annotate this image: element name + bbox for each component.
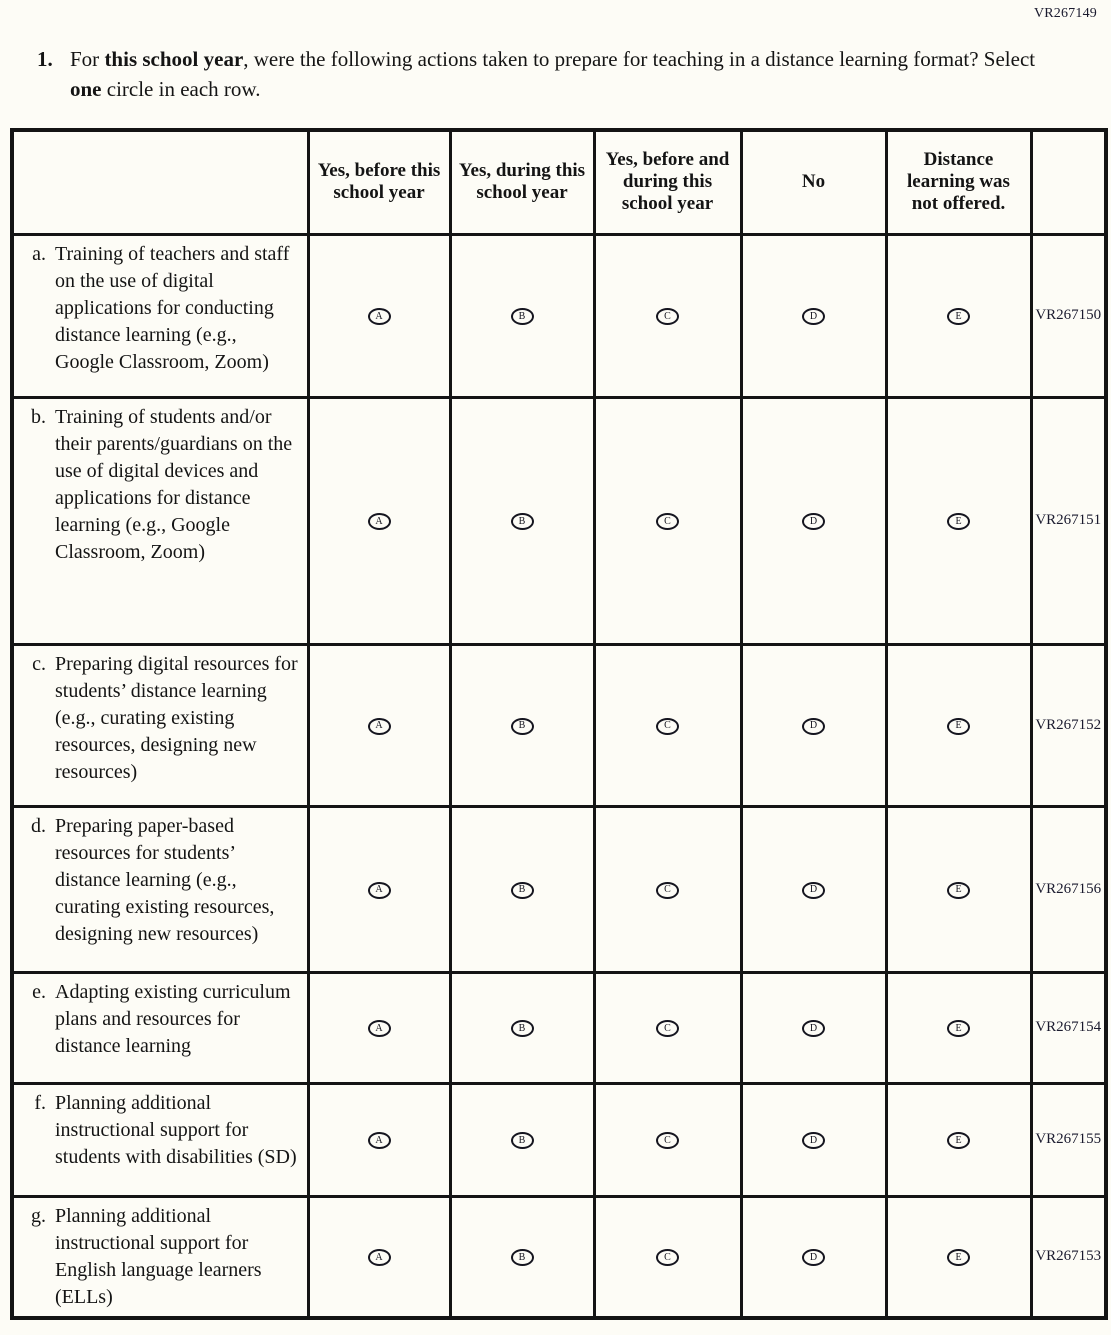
row-g-option-d-cell bbox=[741, 1196, 886, 1318]
row-b-option-d-cell bbox=[741, 397, 886, 644]
row-f-option-c-bubble[interactable]: C bbox=[656, 1132, 679, 1149]
row-g-letter: g. bbox=[31, 1204, 46, 1227]
row-a-option-b-cell bbox=[450, 234, 594, 397]
row-f-option-c-cell bbox=[594, 1083, 741, 1196]
row-b-vr-code: VR267151 bbox=[1031, 397, 1106, 644]
header-col-yes-during: Yes, during this school year bbox=[450, 130, 594, 234]
row-g-option-b-cell bbox=[450, 1196, 594, 1318]
row-a-option-e-cell bbox=[886, 234, 1031, 397]
row-g-option-a-bubble[interactable]: A bbox=[368, 1249, 391, 1266]
row-d-option-c-bubble[interactable]: C bbox=[656, 882, 679, 899]
row-a-option-b-bubble[interactable]: B bbox=[511, 308, 534, 325]
header-empty-corner bbox=[12, 130, 308, 234]
question-text-post: circle in each row. bbox=[101, 77, 261, 101]
row-g-option-e-cell bbox=[886, 1196, 1031, 1318]
row-a-option-d-bubble[interactable]: D bbox=[802, 308, 825, 325]
row-d-option-b-bubble[interactable]: B bbox=[511, 882, 534, 899]
row-d-option-b-cell bbox=[450, 806, 594, 972]
question-1 bbox=[0, 0, 1111, 104]
row-b-option-a-cell bbox=[308, 397, 450, 644]
row-a-option-a-cell bbox=[308, 234, 450, 397]
row-f-option-e-cell bbox=[886, 1083, 1031, 1196]
header-col-no: No bbox=[741, 130, 886, 234]
row-f-label bbox=[12, 1083, 308, 1196]
row-e-option-a-cell bbox=[308, 972, 450, 1083]
table-row-c bbox=[12, 644, 1106, 806]
row-b-letter: b. bbox=[31, 405, 46, 428]
row-d-label bbox=[12, 806, 308, 972]
row-f-option-a-cell bbox=[308, 1083, 450, 1196]
row-a-vr-code: VR267150 bbox=[1031, 234, 1106, 397]
row-c-text: Preparing digital resources for students’ distance learning (e.g., curating existing resources, designing new resources) bbox=[55, 652, 298, 783]
row-f-option-b-bubble[interactable]: B bbox=[511, 1132, 534, 1149]
row-f-option-e-bubble[interactable]: E bbox=[947, 1132, 970, 1149]
row-d-option-c-cell bbox=[594, 806, 741, 972]
row-a-text: Training of teachers and staff on the use of digital applications for conducting distance learning (e.g., Google Classroom, Zoom) bbox=[55, 242, 290, 373]
row-g-option-b-bubble[interactable]: B bbox=[511, 1249, 534, 1266]
row-b-option-a-bubble[interactable]: A bbox=[368, 513, 391, 530]
row-a-label bbox=[12, 234, 308, 397]
row-e-option-b-bubble[interactable]: B bbox=[511, 1020, 534, 1037]
row-e-option-a-bubble[interactable]: A bbox=[368, 1020, 391, 1037]
row-d-text: Preparing paper-based resources for students’ distance learning (e.g., curating existing resources, designing new resources) bbox=[55, 814, 275, 945]
row-g-text: Planning additional instructional support for English language learners (ELLs) bbox=[55, 1204, 262, 1308]
table-row-d bbox=[12, 806, 1106, 972]
row-c-option-e-cell bbox=[886, 644, 1031, 806]
row-b-option-e-cell bbox=[886, 397, 1031, 644]
row-b-option-b-bubble[interactable]: B bbox=[511, 513, 534, 530]
row-c-option-a-bubble[interactable]: A bbox=[368, 718, 391, 735]
row-c-label bbox=[12, 644, 308, 806]
table-row-g bbox=[12, 1196, 1106, 1318]
row-c-option-c-bubble[interactable]: C bbox=[656, 718, 679, 735]
response-matrix-table bbox=[10, 128, 1108, 1320]
table-row-e bbox=[12, 972, 1106, 1083]
row-e-vr-code: VR267154 bbox=[1031, 972, 1106, 1083]
row-e-option-c-bubble[interactable]: C bbox=[656, 1020, 679, 1037]
row-d-option-e-cell bbox=[886, 806, 1031, 972]
row-b-option-c-bubble[interactable]: C bbox=[656, 513, 679, 530]
row-c-option-b-cell bbox=[450, 644, 594, 806]
row-g-label bbox=[12, 1196, 308, 1318]
row-c-option-d-bubble[interactable]: D bbox=[802, 718, 825, 735]
row-d-option-a-bubble[interactable]: A bbox=[368, 882, 391, 899]
header-row bbox=[12, 130, 1106, 234]
row-f-option-d-cell bbox=[741, 1083, 886, 1196]
row-f-option-d-bubble[interactable]: D bbox=[802, 1132, 825, 1149]
row-e-option-c-cell bbox=[594, 972, 741, 1083]
row-c-vr-code: VR267152 bbox=[1031, 644, 1106, 806]
row-b-text: Training of students and/or their parents/guardians on the use of digital devices and applications for distance learning (e.g., Google Classroom, Zoom) bbox=[55, 405, 293, 563]
row-d-option-e-bubble[interactable]: E bbox=[947, 882, 970, 899]
row-a-option-a-bubble[interactable]: A bbox=[368, 308, 391, 325]
row-a-option-d-cell bbox=[741, 234, 886, 397]
table-row-f bbox=[12, 1083, 1106, 1196]
row-g-option-c-bubble[interactable]: C bbox=[656, 1249, 679, 1266]
row-c-option-a-cell bbox=[308, 644, 450, 806]
row-c-option-c-cell bbox=[594, 644, 741, 806]
table-row-a bbox=[12, 234, 1106, 397]
row-d-option-d-bubble[interactable]: D bbox=[802, 882, 825, 899]
question-number: 1. bbox=[37, 47, 53, 71]
row-f-letter: f. bbox=[34, 1091, 46, 1114]
header-col-yes-before: Yes, before this school year bbox=[308, 130, 450, 234]
row-e-option-d-bubble[interactable]: D bbox=[802, 1020, 825, 1037]
row-e-option-e-cell bbox=[886, 972, 1031, 1083]
row-c-letter: c. bbox=[32, 652, 46, 675]
row-f-vr-code: VR267155 bbox=[1031, 1083, 1106, 1196]
row-a-option-c-bubble[interactable]: C bbox=[656, 308, 679, 325]
row-f-text: Planning additional instructional support for students with disabilities (SD) bbox=[55, 1091, 297, 1168]
row-f-option-b-cell bbox=[450, 1083, 594, 1196]
row-d-option-a-cell bbox=[308, 806, 450, 972]
row-c-option-d-cell bbox=[741, 644, 886, 806]
row-g-option-c-cell bbox=[594, 1196, 741, 1318]
row-b-label bbox=[12, 397, 308, 644]
question-text-bold-one: one bbox=[70, 77, 102, 101]
row-f-option-a-bubble[interactable]: A bbox=[368, 1132, 391, 1149]
row-g-option-a-cell bbox=[308, 1196, 450, 1318]
row-e-option-b-cell bbox=[450, 972, 594, 1083]
row-g-option-e-bubble[interactable]: E bbox=[947, 1249, 970, 1266]
row-a-option-c-cell bbox=[594, 234, 741, 397]
row-c-option-e-bubble[interactable]: E bbox=[947, 718, 970, 735]
question-text bbox=[70, 44, 1041, 104]
row-d-vr-code: VR267156 bbox=[1031, 806, 1106, 972]
row-b-option-b-cell bbox=[450, 397, 594, 644]
row-c-option-b-bubble[interactable]: B bbox=[511, 718, 534, 735]
row-e-option-d-cell bbox=[741, 972, 886, 1083]
question-text-mid: , were the following actions taken to prepare for teaching in a distance learning format? Select bbox=[243, 47, 1036, 71]
header-col-yes-before-and-during: Yes, before and during this school year bbox=[594, 130, 741, 234]
row-b-option-c-cell bbox=[594, 397, 741, 644]
header-empty-code-col bbox=[1031, 130, 1106, 234]
table-row-b bbox=[12, 397, 1106, 644]
row-e-label bbox=[12, 972, 308, 1083]
row-g-option-d-bubble[interactable]: D bbox=[802, 1249, 825, 1266]
row-a-option-e-bubble[interactable]: E bbox=[947, 308, 970, 325]
row-d-letter: d. bbox=[31, 814, 46, 837]
row-g-vr-code: VR267153 bbox=[1031, 1196, 1106, 1318]
row-e-text: Adapting existing curriculum plans and resources for distance learning bbox=[55, 980, 291, 1057]
row-e-option-e-bubble[interactable]: E bbox=[947, 1020, 970, 1037]
row-b-option-d-bubble[interactable]: D bbox=[802, 513, 825, 530]
row-a-letter: a. bbox=[32, 242, 46, 265]
row-b-option-e-bubble[interactable]: E bbox=[947, 513, 970, 530]
row-d-option-d-cell bbox=[741, 806, 886, 972]
page-vr-code: VR267149 bbox=[1033, 6, 1097, 21]
row-e-letter: e. bbox=[32, 980, 46, 1003]
question-text-bold-this-school-year: this school year bbox=[104, 47, 244, 71]
header-col-not-offered: Distance learning was not offered. bbox=[886, 130, 1031, 234]
question-text-pre: For bbox=[70, 47, 105, 71]
